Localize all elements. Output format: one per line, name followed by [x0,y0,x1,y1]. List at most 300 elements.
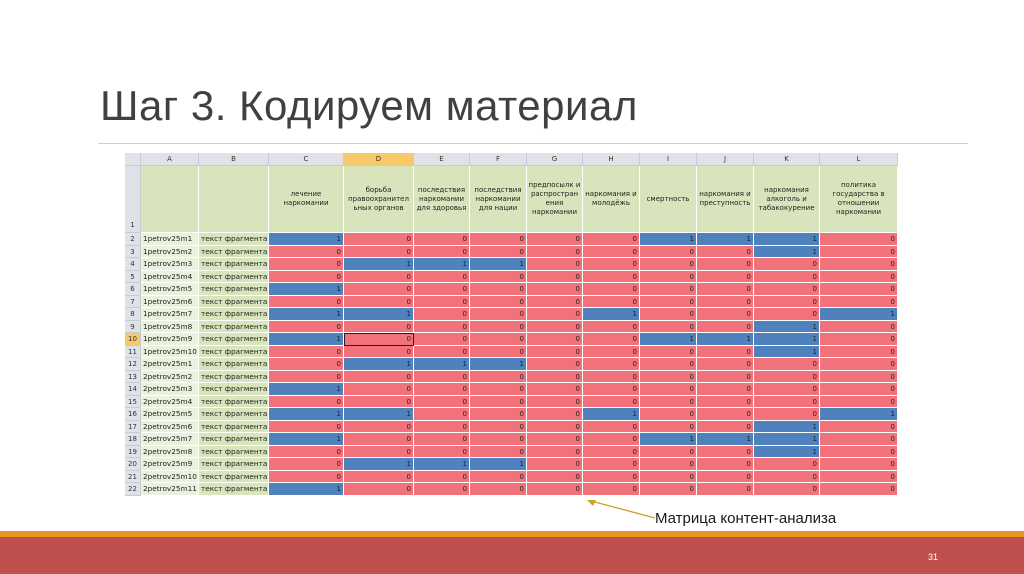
code-cell-E[interactable]: 1 [414,458,470,471]
code-cell-D[interactable]: 1 [344,308,414,321]
code-cell-C[interactable]: 0 [269,346,344,359]
cell-fragment[interactable]: текст фрагмента [199,308,269,321]
row-header-20[interactable]: 20 [125,458,141,471]
code-cell-C[interactable]: 0 [269,246,344,259]
column-header-F[interactable]: F [470,153,527,166]
code-cell-K[interactable]: 1 [754,246,820,259]
cell-fragment[interactable]: текст фрагмента [199,246,269,259]
code-cell-D[interactable]: 1 [344,408,414,421]
row-header-10[interactable]: 10 [125,333,141,346]
column-header-C[interactable]: C [269,153,344,166]
cell-fragment[interactable]: текст фрагмента [199,358,269,371]
cell-id[interactable]: 2petrov25m1 [141,358,199,371]
code-cell-F[interactable]: 1 [470,458,527,471]
code-cell-D[interactable]: 1 [344,358,414,371]
code-cell-G[interactable]: 0 [527,358,583,371]
title-divider [98,143,968,144]
code-cell-D[interactable]: 0 [344,233,414,246]
column-header-B[interactable]: B [199,153,269,166]
code-cell-G[interactable]: 0 [527,308,583,321]
code-cell-H[interactable]: 0 [583,446,640,459]
code-cell-I[interactable]: 0 [640,258,697,271]
code-cell-G[interactable]: 0 [527,233,583,246]
code-cell-K[interactable]: 1 [754,346,820,359]
code-cell-L[interactable]: 0 [820,383,898,396]
cell-id[interactable]: 2petrov25m3 [141,383,199,396]
code-cell-I[interactable]: 0 [640,471,697,484]
code-cell-F[interactable]: 0 [470,246,527,259]
code-cell-L[interactable]: 0 [820,396,898,409]
code-cell-J[interactable]: 0 [697,296,754,309]
code-cell-J[interactable]: 0 [697,346,754,359]
code-cell-K[interactable]: 0 [754,358,820,371]
code-cell-L[interactable]: 0 [820,371,898,384]
code-cell-H[interactable]: 0 [583,458,640,471]
cell-fragment[interactable]: текст фрагмента [199,283,269,296]
code-cell-C[interactable]: 0 [269,396,344,409]
cell-id[interactable]: 1petrov25m4 [141,271,199,284]
code-cell-H[interactable]: 0 [583,321,640,334]
code-cell-F[interactable]: 0 [470,408,527,421]
code-cell-L[interactable]: 0 [820,446,898,459]
code-cell-J[interactable]: 0 [697,383,754,396]
column-header-G[interactable]: G [527,153,583,166]
code-cell-E[interactable]: 1 [414,358,470,371]
code-cell-K[interactable]: 1 [754,421,820,434]
row-header-5[interactable]: 5 [125,271,141,284]
code-cell-L[interactable]: 0 [820,346,898,359]
cell-id[interactable]: 1petrov25m6 [141,296,199,309]
code-cell-I[interactable]: 0 [640,371,697,384]
code-cell-E[interactable]: 0 [414,371,470,384]
code-cell-G[interactable]: 0 [527,408,583,421]
code-cell-I[interactable]: 0 [640,346,697,359]
code-cell-D[interactable]: 1 [344,458,414,471]
cell-fragment[interactable]: текст фрагмента [199,433,269,446]
code-cell-F[interactable]: 0 [470,321,527,334]
code-cell-F[interactable]: 0 [470,271,527,284]
code-cell-J[interactable]: 0 [697,271,754,284]
column-header-J[interactable]: J [697,153,754,166]
code-cell-I[interactable]: 0 [640,358,697,371]
code-cell-D[interactable]: 0 [344,283,414,296]
code-cell-G[interactable]: 0 [527,246,583,259]
cell-id[interactable]: 2petrov25m8 [141,446,199,459]
header-cell-C[interactable]: лечение наркомании [269,166,344,233]
cell-id[interactable]: 1petrov25m9 [141,333,199,346]
code-cell-C[interactable]: 0 [269,421,344,434]
code-cell-K[interactable]: 0 [754,371,820,384]
code-cell-E[interactable]: 0 [414,421,470,434]
row-header-11[interactable]: 11 [125,346,141,359]
code-cell-E[interactable]: 0 [414,433,470,446]
code-cell-I[interactable]: 0 [640,421,697,434]
code-cell-C[interactable]: 0 [269,358,344,371]
code-cell-K[interactable]: 0 [754,258,820,271]
row-header-17[interactable]: 17 [125,421,141,434]
code-cell-E[interactable]: 0 [414,296,470,309]
code-cell-C[interactable]: 1 [269,333,344,346]
code-cell-L[interactable]: 1 [820,408,898,421]
code-cell-D[interactable]: 0 [344,333,414,346]
code-cell-C[interactable]: 1 [269,233,344,246]
code-cell-K[interactable]: 0 [754,271,820,284]
code-cell-H[interactable]: 0 [583,433,640,446]
code-cell-J[interactable]: 0 [697,246,754,259]
row-header-13[interactable]: 13 [125,371,141,384]
code-cell-I[interactable]: 0 [640,321,697,334]
code-cell-I[interactable]: 0 [640,458,697,471]
header-cell-F[interactable]: последствия наркомании для нации [470,166,527,233]
code-cell-F[interactable]: 0 [470,433,527,446]
code-cell-K[interactable]: 0 [754,483,820,496]
header-cell-A[interactable] [141,166,199,233]
row-header-18[interactable]: 18 [125,433,141,446]
code-cell-H[interactable]: 0 [583,396,640,409]
header-cell-I[interactable]: смертность [640,166,697,233]
code-cell-F[interactable]: 0 [470,483,527,496]
code-cell-D[interactable]: 0 [344,346,414,359]
code-cell-C[interactable]: 0 [269,258,344,271]
column-header-K[interactable]: K [754,153,820,166]
code-cell-K[interactable]: 0 [754,396,820,409]
code-cell-F[interactable]: 0 [470,346,527,359]
select-all-corner[interactable] [125,153,141,166]
row-header-21[interactable]: 21 [125,471,141,484]
code-cell-G[interactable]: 0 [527,433,583,446]
code-cell-J[interactable]: 0 [697,446,754,459]
code-cell-J[interactable]: 1 [697,233,754,246]
code-cell-L[interactable]: 0 [820,458,898,471]
code-cell-C[interactable]: 0 [269,371,344,384]
code-cell-G[interactable]: 0 [527,321,583,334]
code-cell-K[interactable]: 0 [754,308,820,321]
code-cell-E[interactable]: 1 [414,258,470,271]
code-cell-H[interactable]: 0 [583,421,640,434]
cell-fragment[interactable]: текст фрагмента [199,471,269,484]
row-header-7[interactable]: 7 [125,296,141,309]
code-cell-F[interactable]: 0 [470,396,527,409]
row-header-1[interactable]: 1 [125,166,141,233]
code-cell-K[interactable]: 0 [754,408,820,421]
code-cell-D[interactable]: 0 [344,383,414,396]
code-cell-C[interactable]: 1 [269,433,344,446]
code-cell-D[interactable]: 0 [344,483,414,496]
code-cell-I[interactable]: 0 [640,246,697,259]
code-cell-J[interactable]: 0 [697,283,754,296]
code-cell-L[interactable]: 0 [820,333,898,346]
cell-fragment[interactable]: текст фрагмента [199,458,269,471]
code-cell-H[interactable]: 0 [583,383,640,396]
code-cell-K[interactable]: 1 [754,321,820,334]
cell-id[interactable]: 1petrov25m5 [141,283,199,296]
code-cell-H[interactable]: 0 [583,258,640,271]
code-cell-I[interactable]: 0 [640,408,697,421]
code-cell-J[interactable]: 0 [697,258,754,271]
code-cell-G[interactable]: 0 [527,371,583,384]
cell-id[interactable]: 2petrov25m4 [141,396,199,409]
row-header-2[interactable]: 2 [125,233,141,246]
code-cell-L[interactable]: 0 [820,471,898,484]
code-cell-K[interactable]: 0 [754,283,820,296]
cell-fragment[interactable]: текст фрагмента [199,271,269,284]
code-cell-F[interactable]: 1 [470,258,527,271]
code-cell-H[interactable]: 1 [583,408,640,421]
code-cell-F[interactable]: 0 [470,233,527,246]
code-cell-H[interactable]: 0 [583,358,640,371]
cell-fragment[interactable]: текст фрагмента [199,333,269,346]
code-cell-C[interactable]: 1 [269,308,344,321]
code-cell-L[interactable]: 0 [820,296,898,309]
code-cell-D[interactable]: 0 [344,396,414,409]
code-cell-I[interactable]: 0 [640,483,697,496]
code-cell-I[interactable]: 1 [640,333,697,346]
code-cell-L[interactable]: 0 [820,246,898,259]
code-cell-F[interactable]: 0 [470,383,527,396]
code-cell-D[interactable]: 0 [344,421,414,434]
code-cell-F[interactable]: 0 [470,283,527,296]
code-cell-H[interactable]: 0 [583,233,640,246]
code-cell-E[interactable]: 0 [414,283,470,296]
header-cell-G[interactable]: предпосылк и распростран ения наркомании [527,166,583,233]
code-cell-F[interactable]: 0 [470,296,527,309]
cell-id[interactable]: 1petrov25m8 [141,321,199,334]
code-cell-C[interactable]: 1 [269,408,344,421]
code-cell-G[interactable]: 0 [527,421,583,434]
code-cell-E[interactable]: 0 [414,408,470,421]
cell-fragment[interactable]: текст фрагмента [199,371,269,384]
column-header-I[interactable]: I [640,153,697,166]
cell-fragment[interactable]: текст фрагмента [199,408,269,421]
code-cell-F[interactable]: 0 [470,421,527,434]
cell-fragment[interactable]: текст фрагмента [199,296,269,309]
code-cell-C[interactable]: 0 [269,458,344,471]
code-cell-G[interactable]: 0 [527,258,583,271]
code-cell-L[interactable]: 1 [820,308,898,321]
code-cell-C[interactable]: 0 [269,321,344,334]
row-header-9[interactable]: 9 [125,321,141,334]
cell-id[interactable]: 1petrov25m2 [141,246,199,259]
code-cell-D[interactable]: 0 [344,246,414,259]
code-cell-I[interactable]: 1 [640,233,697,246]
code-cell-F[interactable]: 0 [470,308,527,321]
code-cell-G[interactable]: 0 [527,383,583,396]
code-cell-H[interactable]: 0 [583,371,640,384]
row-header-12[interactable]: 12 [125,358,141,371]
row-header-8[interactable]: 8 [125,308,141,321]
cell-id[interactable]: 2petrov25m10 [141,471,199,484]
code-cell-L[interactable]: 0 [820,433,898,446]
cell-id[interactable]: 2petrov25m6 [141,421,199,434]
code-cell-H[interactable]: 0 [583,471,640,484]
code-cell-L[interactable]: 0 [820,483,898,496]
code-cell-J[interactable]: 0 [697,458,754,471]
code-cell-I[interactable]: 0 [640,383,697,396]
code-cell-D[interactable]: 0 [344,471,414,484]
row-header-22[interactable]: 22 [125,483,141,496]
code-cell-G[interactable]: 0 [527,283,583,296]
code-cell-E[interactable]: 0 [414,483,470,496]
header-cell-B[interactable] [199,166,269,233]
cell-id[interactable]: 2petrov25m5 [141,408,199,421]
cell-id[interactable]: 1petrov25m7 [141,308,199,321]
row-header-6[interactable]: 6 [125,283,141,296]
code-cell-J[interactable]: 0 [697,308,754,321]
cell-fragment[interactable]: текст фрагмента [199,346,269,359]
header-cell-J[interactable]: наркомания и преступность [697,166,754,233]
code-cell-D[interactable]: 0 [344,433,414,446]
code-cell-H[interactable]: 0 [583,483,640,496]
code-cell-J[interactable]: 0 [697,321,754,334]
code-cell-H[interactable]: 1 [583,308,640,321]
header-cell-L[interactable]: политика государства в отношении наркомании [820,166,898,233]
code-cell-C[interactable]: 1 [269,383,344,396]
code-cell-F[interactable]: 1 [470,358,527,371]
code-cell-H[interactable]: 0 [583,271,640,284]
code-cell-L[interactable]: 0 [820,233,898,246]
code-cell-E[interactable]: 0 [414,346,470,359]
code-cell-L[interactable]: 0 [820,421,898,434]
code-cell-G[interactable]: 0 [527,483,583,496]
code-cell-E[interactable]: 0 [414,446,470,459]
code-cell-J[interactable]: 0 [697,371,754,384]
code-cell-F[interactable]: 0 [470,371,527,384]
code-cell-D[interactable]: 0 [344,446,414,459]
cell-fragment[interactable]: текст фрагмента [199,321,269,334]
header-cell-E[interactable]: последствия наркомании для здоровья [414,166,470,233]
code-cell-G[interactable]: 0 [527,471,583,484]
code-cell-E[interactable]: 0 [414,471,470,484]
code-cell-K[interactable]: 1 [754,446,820,459]
code-cell-H[interactable]: 0 [583,346,640,359]
code-cell-I[interactable]: 0 [640,296,697,309]
cell-fragment[interactable]: текст фрагмента [199,233,269,246]
code-cell-J[interactable]: 0 [697,471,754,484]
code-cell-D[interactable]: 0 [344,271,414,284]
cell-id[interactable]: 2petrov25m9 [141,458,199,471]
code-cell-J[interactable]: 0 [697,483,754,496]
code-cell-D[interactable]: 0 [344,296,414,309]
code-cell-C[interactable]: 0 [269,471,344,484]
code-cell-E[interactable]: 0 [414,333,470,346]
code-cell-C[interactable]: 0 [269,271,344,284]
row-header-15[interactable]: 15 [125,396,141,409]
code-cell-L[interactable]: 0 [820,258,898,271]
code-cell-I[interactable]: 0 [640,271,697,284]
code-cell-K[interactable]: 0 [754,383,820,396]
code-cell-D[interactable]: 1 [344,258,414,271]
code-cell-J[interactable]: 1 [697,433,754,446]
code-cell-K[interactable]: 1 [754,333,820,346]
code-cell-E[interactable]: 0 [414,396,470,409]
code-cell-F[interactable]: 0 [470,333,527,346]
cell-id[interactable]: 1petrov25m10 [141,346,199,359]
code-cell-H[interactable]: 0 [583,296,640,309]
cell-id[interactable]: 1petrov25m3 [141,258,199,271]
cell-id[interactable]: 2petrov25m7 [141,433,199,446]
code-cell-G[interactable]: 0 [527,458,583,471]
header-cell-K[interactable]: наркомания алкоголь и табакокурение [754,166,820,233]
code-cell-I[interactable]: 0 [640,396,697,409]
code-cell-E[interactable]: 0 [414,271,470,284]
code-cell-G[interactable]: 0 [527,346,583,359]
code-cell-E[interactable]: 0 [414,233,470,246]
code-cell-G[interactable]: 0 [527,446,583,459]
code-cell-C[interactable]: 1 [269,283,344,296]
cell-id[interactable]: 2petrov25m2 [141,371,199,384]
column-header-D[interactable]: D [344,153,414,166]
code-cell-K[interactable]: 0 [754,471,820,484]
code-cell-I[interactable]: 0 [640,308,697,321]
cell-fragment[interactable]: текст фрагмента [199,396,269,409]
code-cell-C[interactable]: 0 [269,296,344,309]
code-cell-J[interactable]: 0 [697,358,754,371]
code-cell-C[interactable]: 0 [269,446,344,459]
cell-fragment[interactable]: текст фрагмента [199,421,269,434]
code-cell-G[interactable]: 0 [527,271,583,284]
row-header-3[interactable]: 3 [125,246,141,259]
code-cell-G[interactable]: 0 [527,333,583,346]
code-cell-K[interactable]: 1 [754,233,820,246]
row-header-16[interactable]: 16 [125,408,141,421]
code-cell-E[interactable]: 0 [414,246,470,259]
code-cell-H[interactable]: 0 [583,246,640,259]
column-header-E[interactable]: E [414,153,470,166]
code-cell-H[interactable]: 0 [583,283,640,296]
cell-id[interactable]: 2petrov25m11 [141,483,199,496]
column-header-H[interactable]: H [583,153,640,166]
cell-fragment[interactable]: текст фрагмента [199,483,269,496]
code-cell-K[interactable]: 0 [754,296,820,309]
code-cell-F[interactable]: 0 [470,446,527,459]
column-header-A[interactable]: A [141,153,199,166]
row-header-4[interactable]: 4 [125,258,141,271]
column-header-L[interactable]: L [820,153,898,166]
code-cell-E[interactable]: 0 [414,383,470,396]
header-cell-D[interactable]: борьба правоохранител ьных органов [344,166,414,233]
code-cell-D[interactable]: 0 [344,321,414,334]
code-cell-J[interactable]: 0 [697,408,754,421]
code-cell-I[interactable]: 1 [640,433,697,446]
code-cell-F[interactable]: 0 [470,471,527,484]
code-cell-J[interactable]: 0 [697,396,754,409]
code-cell-L[interactable]: 0 [820,358,898,371]
code-cell-K[interactable]: 0 [754,458,820,471]
cell-fragment[interactable]: текст фрагмента [199,383,269,396]
code-cell-K[interactable]: 1 [754,433,820,446]
cell-fragment[interactable]: текст фрагмента [199,258,269,271]
code-cell-C[interactable]: 1 [269,483,344,496]
code-cell-J[interactable]: 1 [697,333,754,346]
header-cell-H[interactable]: наркомания и молодёжь [583,166,640,233]
code-cell-D[interactable]: 0 [344,371,414,384]
code-cell-L[interactable]: 0 [820,271,898,284]
cell-fragment[interactable]: текст фрагмента [199,446,269,459]
code-cell-J[interactable]: 0 [697,421,754,434]
code-cell-H[interactable]: 0 [583,333,640,346]
code-cell-G[interactable]: 0 [527,296,583,309]
code-cell-L[interactable]: 0 [820,283,898,296]
cell-id[interactable]: 1petrov25m1 [141,233,199,246]
row-header-19[interactable]: 19 [125,446,141,459]
code-cell-I[interactable]: 0 [640,283,697,296]
code-cell-L[interactable]: 0 [820,321,898,334]
code-cell-G[interactable]: 0 [527,396,583,409]
row-header-14[interactable]: 14 [125,383,141,396]
code-cell-E[interactable]: 0 [414,321,470,334]
code-cell-E[interactable]: 0 [414,308,470,321]
code-cell-I[interactable]: 0 [640,446,697,459]
